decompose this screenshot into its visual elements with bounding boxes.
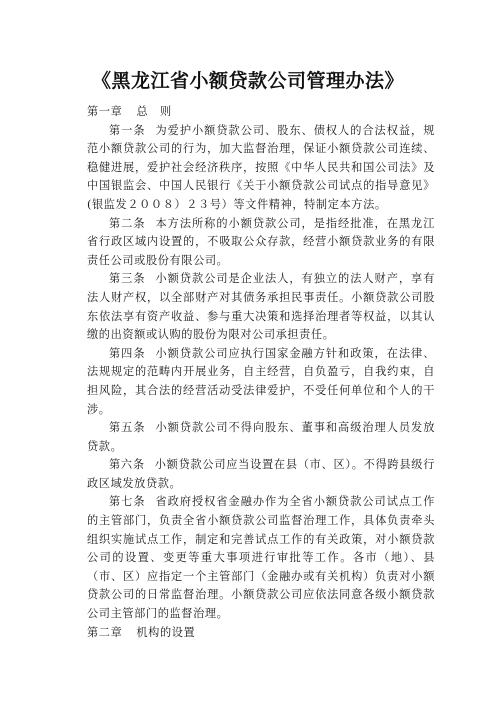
article-text: 小额贷款公司应当设置在县（市、区）。不得跨县级行政区域发放贷款。: [87, 458, 435, 490]
article-number: 第七条: [109, 495, 146, 509]
document-body: [87, 103, 435, 642]
chapter-label: 第一章: [87, 105, 123, 118]
article-number: 第五条: [109, 421, 146, 435]
article-text: 本方法所称的小额贷款公司，是指经批准，在黑龙江省行政区域内设置的，不吸取公众存款，经营小额贷款业务的有限责任公司或股份有限公司。: [87, 216, 435, 267]
article-number: 第三条: [109, 272, 146, 286]
article-text: 小额贷款公司应执行国家金融方针和政策，在法律、法规规定的范畴内开展业务，自主经营，自负盈亏，自我约束，自担风险，其合法的经营活动受法律爱护，不受任何单位和个人的干涉。: [87, 346, 435, 416]
chapter-name: 总 则: [136, 105, 172, 118]
article-number: 第六条: [109, 458, 145, 472]
article-text: 小额贷款公司不得向股东、董事和高级治理人员发放贷款。: [87, 421, 435, 453]
article-paragraph: [87, 493, 435, 623]
article-text: 为爱护小额贷款公司、股东、债权人的合法权益，规范小额贷款公司的行为，加大监督治理，保证小额贷款公司连续、稳健进展，爱护社会经济秩序，按照《中华人民共和国公司法》及中国银监会、中国人民银行《关于小额贷款公司试点的指导意见》(银监发２００８）２３号）等文件精神，特制定本方法。: [87, 123, 435, 211]
article-number: 第一条: [109, 123, 146, 137]
chapter-heading: [87, 103, 435, 122]
article-text: 小额贷款公司是企业法人，有独立的法人财产，享有法人财产权，以全部财产对其债务承担民事责任。小额贷款公司股东依法享有资产收益、参与重大决策和选择治理者等权益，以其认缴的出资额或认购的股份为限对公司承担责任。: [87, 272, 435, 342]
article-number: 第二条: [109, 216, 146, 230]
chapter-name: 机构的设置: [136, 625, 196, 639]
article-number: 第四条: [109, 346, 146, 360]
article-paragraph: [87, 270, 435, 344]
document-title: 《黑龙江省小额贷款公司管理办法》: [91, 70, 404, 92]
article-text: 省政府授权省金融办作为全省小额贷款公司试点工作的主管部门，负责全省小额贷款公司监督治理工作，具体负责牵头组织实施试点工作，制定和完善试点工作的有关政策，对小额贷款公司的设置、变更等重大事项进行审批等工作。各市（地）、县（市、区）应指定一个主管部门（金融办或有关机构）负责对小额贷款公司的日常监督治理。小额贷款公司应依法同意各级小额贷款公司主管部门的监督治理。: [87, 495, 435, 621]
article-paragraph: [87, 419, 435, 456]
article-paragraph: [87, 456, 435, 493]
article-paragraph: [87, 122, 435, 215]
article-paragraph: [87, 215, 435, 271]
article-paragraph: [87, 345, 435, 419]
chapter-heading: [87, 624, 435, 643]
chapter-label: 第二章: [87, 625, 123, 639]
